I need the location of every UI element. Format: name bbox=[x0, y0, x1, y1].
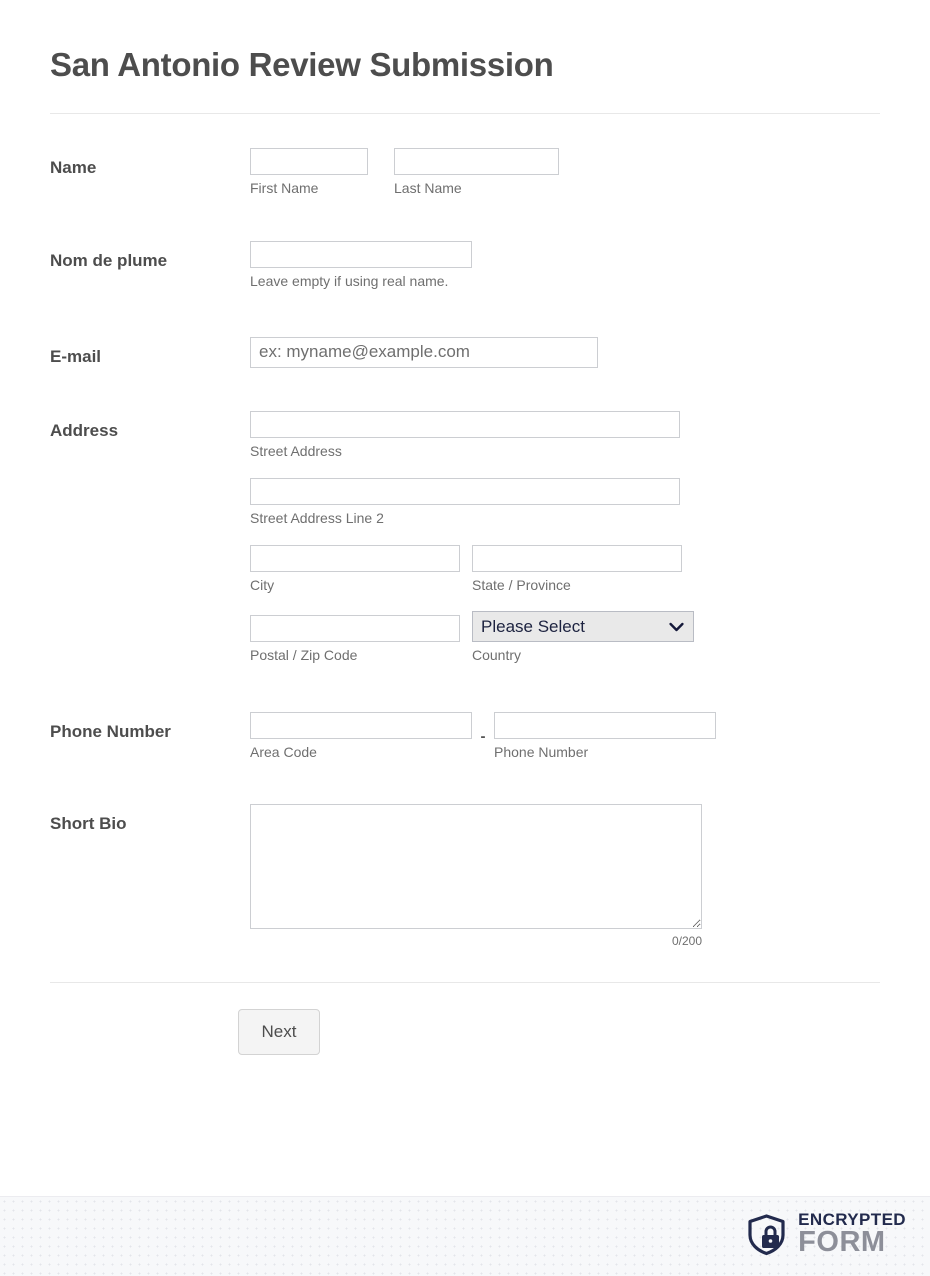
name-first-group bbox=[250, 148, 368, 197]
field-address bbox=[50, 368, 880, 665]
street-address-input[interactable] bbox=[250, 411, 680, 438]
last-name-sublabel: Last Name bbox=[394, 180, 462, 197]
postal-code-sublabel: Postal / Zip Code bbox=[250, 647, 358, 664]
logo-encrypted-text: ENCRYPTED bbox=[798, 1210, 906, 1230]
phone-number-input[interactable] bbox=[494, 712, 716, 739]
phone-number-group bbox=[494, 712, 716, 761]
street-address-2-sublabel: Street Address Line 2 bbox=[250, 509, 384, 526]
city-group bbox=[250, 545, 460, 594]
street-address-sublabel: Street Address bbox=[250, 442, 342, 459]
area-code-sublabel: Area Code bbox=[250, 744, 317, 761]
area-code-group bbox=[250, 712, 472, 761]
phone-separator: - bbox=[480, 727, 486, 745]
field-label-phone: Phone Number bbox=[50, 722, 171, 742]
field-label-address: Address bbox=[50, 420, 119, 440]
next-button[interactable]: Next bbox=[238, 1009, 320, 1055]
phone-number-sublabel: Phone Number bbox=[494, 744, 589, 761]
logo-form-text: FORM bbox=[798, 1225, 886, 1258]
area-code-input[interactable] bbox=[250, 712, 472, 739]
first-name-sublabel: First Name bbox=[250, 180, 319, 197]
country-group bbox=[472, 611, 694, 664]
street-address-2-input[interactable] bbox=[250, 478, 680, 505]
encrypted-form-logo bbox=[743, 1211, 906, 1257]
field-email bbox=[50, 291, 880, 368]
name-last-group bbox=[394, 148, 559, 197]
pen-name-input[interactable] bbox=[250, 241, 472, 268]
city-sublabel: City bbox=[250, 577, 275, 594]
short-bio-textarea[interactable] bbox=[250, 804, 702, 929]
city-input[interactable] bbox=[250, 545, 460, 572]
logo-wordmark bbox=[798, 1210, 906, 1258]
field-bio bbox=[50, 762, 880, 948]
footer bbox=[0, 1196, 930, 1276]
shield-lock-icon bbox=[743, 1211, 789, 1257]
field-label-bio: Short Bio bbox=[50, 813, 127, 833]
field-label-name: Name bbox=[50, 158, 97, 178]
street-address-2-group bbox=[250, 478, 880, 527]
bio-character-counter: 0/200 bbox=[671, 933, 702, 948]
pen-name-sublabel: Leave empty if using real name. bbox=[250, 273, 449, 290]
field-label-email: E-mail bbox=[50, 346, 102, 366]
postal-code-input[interactable] bbox=[250, 615, 460, 642]
state-province-sublabel: State / Province bbox=[472, 577, 571, 594]
page-title: San Antonio Review Submission bbox=[50, 46, 554, 83]
field-pen-name bbox=[50, 197, 880, 290]
email-input[interactable] bbox=[250, 337, 598, 368]
street-address-group bbox=[250, 411, 880, 460]
country-select[interactable] bbox=[472, 611, 694, 642]
field-phone bbox=[50, 664, 880, 761]
postal-group bbox=[250, 611, 460, 664]
last-name-input[interactable] bbox=[394, 148, 559, 175]
field-name bbox=[50, 114, 880, 197]
state-province-input[interactable] bbox=[472, 545, 682, 572]
country-sublabel: Country bbox=[472, 647, 522, 664]
first-name-input[interactable] bbox=[250, 148, 368, 175]
field-label-pen-name: Nom de plume bbox=[50, 251, 168, 271]
state-group bbox=[472, 545, 682, 594]
